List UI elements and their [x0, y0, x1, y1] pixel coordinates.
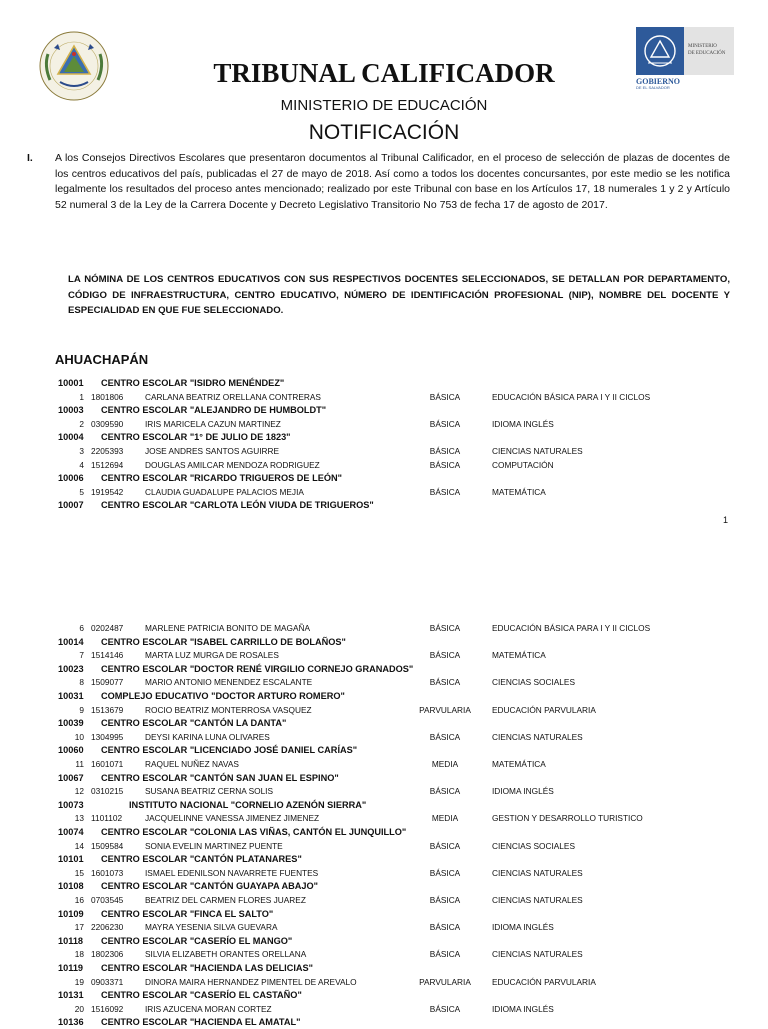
school-row — [0, 499, 768, 512]
teacher-name: IRIS MARICELA CAZUN MARTINEZ — [145, 418, 281, 429]
school-code: 10101 — [58, 854, 84, 865]
teacher-row — [0, 867, 768, 880]
teacher-level: PARVULARIA — [419, 704, 471, 715]
teacher-row — [0, 812, 768, 825]
teacher-level: BÁSICA — [429, 949, 461, 960]
school-row — [0, 431, 768, 444]
school-code: 10031 — [58, 691, 84, 701]
row-number: 3 — [79, 446, 84, 456]
teacher-level: BÁSICA — [429, 418, 461, 429]
teacher-nip: 0202487 — [91, 623, 124, 633]
school-row — [0, 853, 768, 866]
row-number: 2 — [79, 418, 84, 429]
school-name: CENTRO ESCOLAR "CASERÍO EL CASTAÑO" — [101, 990, 302, 1001]
school-name: CENTRO ESCOLAR "LICENCIADO JOSÉ DANIEL CARÍAS" — [101, 745, 358, 756]
school-code: 10003 — [58, 405, 84, 416]
teacher-row — [0, 704, 768, 717]
school-row — [0, 799, 768, 812]
teacher-name: BEATRIZ DEL CARMEN FLORES JUAREZ — [145, 895, 306, 905]
school-name: CENTRO ESCOLAR "CARLOTA LEÓN VIUDA DE TRIGUEROS" — [101, 500, 374, 511]
row-number: 6 — [79, 623, 84, 633]
teacher-specialty: MATEMÁTICA — [492, 759, 546, 769]
teacher-name: CARLANA BEATRIZ ORELLANA CONTRERAS — [145, 391, 321, 402]
teacher-specialty: MATEMÁTICA — [492, 650, 546, 661]
teacher-row — [0, 1003, 768, 1016]
school-code: 10039 — [58, 718, 84, 729]
teacher-level: BÁSICA — [429, 486, 461, 497]
teacher-specialty: CIENCIAS NATURALES — [492, 446, 583, 456]
teacher-row — [0, 758, 768, 771]
row-number: 9 — [79, 704, 84, 715]
department-heading: AHUACHAPÁN — [55, 352, 149, 367]
teacher-level: BÁSICA — [429, 922, 461, 933]
teacher-name: MAYRA YESENIA SILVA GUEVARA — [145, 922, 278, 933]
teacher-row — [0, 785, 768, 798]
teacher-row — [0, 459, 768, 472]
teacher-row — [0, 976, 768, 989]
teacher-nip: 1509584 — [91, 840, 124, 851]
school-row — [0, 690, 768, 703]
teacher-name: DOUGLAS AMILCAR MENDOZA RODRIGUEZ — [145, 459, 320, 470]
school-code: 10119 — [58, 963, 84, 973]
row-number: 11 — [75, 759, 84, 769]
school-row — [0, 472, 768, 485]
row-number: 8 — [79, 677, 84, 688]
teacher-nip: 0903371 — [91, 976, 124, 987]
teacher-level: BÁSICA — [429, 391, 461, 402]
teacher-level: BÁSICA — [429, 840, 461, 851]
row-number: 17 — [74, 922, 84, 933]
row-number: 12 — [74, 786, 84, 797]
school-name: CENTRO ESCOLAR "CANTÓN GUAYAPA ABAJO" — [101, 881, 318, 892]
school-code: 10004 — [58, 432, 84, 443]
school-row — [0, 636, 768, 649]
teacher-level: MEDIA — [431, 759, 459, 769]
teacher-name: DEYSI KARINA LUNA OLIVARES — [145, 731, 270, 742]
school-name: CENTRO ESCOLAR "FINCA EL SALTO" — [101, 908, 274, 919]
school-code: 10074 — [58, 827, 84, 837]
teacher-nip: 1516092 — [91, 1003, 124, 1014]
school-name: CENTRO ESCOLAR "CANTÓN PLATANARES" — [101, 854, 302, 865]
row-number: 19 — [74, 976, 84, 987]
school-row — [0, 717, 768, 730]
teacher-nip: 0309590 — [91, 418, 124, 429]
school-name: CENTRO ESCOLAR "COLONIA LAS VIÑAS, CANTÓN EL JUNQUILLO" — [101, 827, 407, 837]
school-name: CENTRO ESCOLAR "ALEJANDRO DE HUMBOLDT" — [101, 405, 327, 416]
school-code: 10001 — [58, 378, 84, 388]
teacher-specialty: CIENCIAS NATURALES — [492, 949, 583, 960]
teacher-name: JOSE ANDRES SANTOS AGUIRRE — [145, 446, 280, 456]
school-name: CENTRO ESCOLAR "ISIDRO MENÉNDEZ" — [101, 378, 285, 388]
teacher-nip: 2206230 — [91, 922, 124, 933]
teacher-row — [0, 418, 768, 431]
teacher-name: RAQUEL NUÑEZ NAVAS — [145, 759, 239, 769]
school-code: 10131 — [58, 990, 84, 1001]
school-code: 10136 — [58, 1017, 84, 1028]
teacher-row — [0, 445, 768, 458]
school-code: 10007 — [58, 500, 84, 511]
school-row — [0, 663, 768, 676]
teacher-nip: 1514146 — [91, 650, 124, 661]
school-name: CENTRO ESCOLAR "DOCTOR RENÉ VIRGILIO CORNEJO GRANADOS" — [101, 663, 414, 674]
logo-sub: DE EL SALVADOR — [636, 85, 670, 90]
teacher-level: MEDIA — [431, 813, 459, 824]
school-row — [0, 744, 768, 757]
teacher-level: BÁSICA — [429, 895, 461, 905]
school-code: 10118 — [58, 935, 84, 946]
teacher-specialty: CIENCIAS NATURALES — [492, 895, 583, 905]
school-row — [0, 935, 768, 948]
teacher-level: BÁSICA — [429, 459, 461, 470]
school-code: 10073 — [58, 799, 84, 810]
page-number: 1 — [722, 515, 728, 525]
school-code: 10067 — [58, 772, 84, 783]
teacher-row — [0, 649, 768, 662]
teacher-row — [0, 486, 768, 499]
row-number: 10 — [74, 731, 84, 742]
teacher-level: BÁSICA — [429, 677, 461, 688]
teacher-row — [0, 391, 768, 404]
teacher-specialty: EDUCACIÓN PARVULARIA — [492, 976, 596, 987]
teacher-level: BÁSICA — [429, 650, 461, 661]
teacher-nip: 0310215 — [91, 786, 124, 797]
teacher-specialty: IDIOMA INGLÉS — [492, 786, 554, 797]
teacher-name: JACQUELINNE VANESSA JIMENEZ JIMENEZ — [145, 813, 320, 824]
teacher-level: BÁSICA — [429, 731, 461, 742]
school-name: CENTRO ESCOLAR "CANTÓN SAN JUAN EL ESPINO" — [101, 772, 339, 783]
document-heading: NOTIFICACIÓN — [308, 121, 460, 144]
school-code: 10014 — [58, 636, 84, 647]
teacher-name: ISMAEL EDENILSON NAVARRETE FUENTES — [145, 867, 319, 878]
row-number: 18 — [74, 949, 84, 960]
row-number: 7 — [79, 650, 84, 661]
teacher-name: ROCIO BEATRIZ MONTERROSA VASQUEZ — [145, 704, 312, 715]
row-number: 16 — [74, 895, 84, 905]
teacher-nip: 1601071 — [91, 759, 124, 769]
school-row — [0, 772, 768, 785]
teacher-nip: 1601073 — [91, 867, 124, 878]
teacher-name: SILVIA ELIZABETH ORANTES ORELLANA — [145, 949, 307, 960]
teacher-name: MARLENE PATRICIA BONITO DE MAGAÑA — [145, 623, 311, 633]
teacher-name: IRIS AZUCENA MORAN CORTEZ — [145, 1003, 272, 1014]
row-number: 14 — [74, 840, 84, 851]
school-name: INSTITUTO NACIONAL "CORNELIO AZENÓN SIERRA" — [129, 799, 367, 810]
school-name: CENTRO ESCOLAR "ISABEL CARRILLO DE BOLAÑOS" — [101, 636, 346, 647]
teacher-specialty: CIENCIAS SOCIALES — [492, 677, 575, 688]
teacher-nip: 1509077 — [91, 677, 124, 688]
teacher-nip: 1513679 — [91, 704, 124, 715]
school-row — [0, 880, 768, 893]
teacher-row — [0, 921, 768, 934]
school-code: 10006 — [58, 473, 84, 484]
logo-side-line2: DE EDUCACIÓN — [688, 51, 726, 56]
school-name: CENTRO ESCOLAR "HACIENDA EL AMATAL" — [101, 1017, 301, 1028]
teacher-row — [0, 894, 768, 907]
school-row — [0, 989, 768, 1002]
school-name: CENTRO ESCOLAR "CANTÓN LA DANTA" — [101, 718, 287, 729]
school-row — [0, 962, 768, 975]
teacher-row — [0, 731, 768, 744]
teacher-level: BÁSICA — [429, 623, 461, 633]
school-name: CENTRO ESCOLAR "HACIENDA LAS DELICIAS" — [101, 963, 314, 973]
school-name: CENTRO ESCOLAR "CASERÍO EL MANGO" — [101, 935, 293, 946]
row-number: 5 — [79, 486, 84, 497]
row-number: 20 — [74, 1003, 84, 1014]
intro-paragraph: A los Consejos Directivos Escolares que presentaron documentos al Tribunal Calificador, en el proceso de selección de plazas de docentes de los centros educativos del país, publicadas el 27 de mayo de 2018. Así como a todos los docentes concursantes, por este medio se les notifica legalmente los resultados del proceso antes mencionado; realizado por este Tribunal con base en los Artículos 17, 18 numerales 1 y 2 y Artículo 52 numeral 3 de la Ley de la Carrera Docente y Decreto Legislativo Transitorio No 753 de fecha 17 de agosto de 2017. — [55, 152, 730, 211]
row-number: 1 — [79, 391, 84, 402]
teacher-specialty: EDUCACIÓN PARVULARIA — [492, 704, 596, 715]
logo-name: GOBIERNO — [636, 77, 681, 86]
teacher-specialty: CIENCIAS NATURALES — [492, 867, 583, 878]
teacher-name: SONIA EVELIN MARTINEZ PUENTE — [145, 840, 283, 851]
teacher-level: BÁSICA — [429, 446, 461, 456]
teacher-level: BÁSICA — [429, 1003, 461, 1014]
teacher-nip: 1101102 — [91, 813, 123, 824]
school-code: 10109 — [58, 908, 84, 919]
row-number: 13 — [74, 813, 84, 824]
school-name: COMPLEJO EDUCATIVO "DOCTOR ARTURO ROMERO" — [101, 691, 345, 701]
teacher-row — [0, 622, 768, 635]
teacher-name: CLAUDIA GUADALUPE PALACIOS MEJIA — [145, 486, 304, 497]
teacher-level: BÁSICA — [429, 867, 461, 878]
teacher-nip: 0703545 — [91, 895, 124, 905]
teacher-level: BÁSICA — [429, 786, 461, 797]
school-row — [0, 1016, 768, 1029]
teacher-specialty: MATEMÁTICA — [492, 486, 546, 497]
row-number: 15 — [74, 867, 84, 878]
teacher-nip: 1801806 — [91, 391, 124, 402]
section-number: I. — [27, 152, 33, 164]
teacher-level: PARVULARIA — [419, 976, 471, 987]
teacher-specialty: EDUCACIÓN BÁSICA PARA I Y II CICLOS — [492, 623, 651, 633]
nomina-paragraph: LA NÓMINA DE LOS CENTROS EDUCATIVOS CON SUS RESPECTIVOS DOCENTES SELECCIONADOS, SE DETALLAN POR DEPARTAMENTO, CÓDIGO DE INFRAESTRUCTURA, CENTRO EDUCATIVO, NÚMERO DE IDENTIFICACIÓN PROFESIONAL (NIP), NOMBRE DEL DOCENTE Y ESPECIALIDAD EN QUE FUE SELECCIONADO. — [68, 274, 730, 316]
teacher-specialty: IDIOMA INGLÉS — [492, 922, 554, 933]
teacher-row — [0, 948, 768, 961]
teacher-specialty: CIENCIAS NATURALES — [492, 731, 583, 742]
teacher-nip: 1802306 — [91, 949, 124, 960]
document-title: TRIBUNAL CALIFICADOR — [213, 58, 555, 88]
teacher-nip: 1304995 — [91, 731, 124, 742]
document-subtitle: MINISTERIO DE EDUCACIÓN — [280, 97, 488, 114]
school-code: 10108 — [58, 881, 84, 892]
logo-side-line1: MINISTERIO — [688, 44, 717, 49]
school-name: CENTRO ESCOLAR "1° DE JULIO DE 1823" — [101, 432, 291, 443]
teacher-specialty: COMPUTACIÓN — [492, 459, 554, 470]
teacher-name: SUSANA BEATRIZ CERNA SOLIS — [145, 786, 274, 797]
teacher-specialty: EDUCACIÓN BÁSICA PARA I Y II CICLOS — [492, 391, 651, 402]
school-row — [0, 404, 768, 417]
teacher-name: DINORA MAIRA HERNANDEZ PIMENTEL DE AREVALO — [145, 976, 357, 987]
teacher-specialty: GESTION Y DESARROLLO TURISTICO — [492, 813, 643, 824]
teacher-row — [0, 840, 768, 853]
teacher-specialty: IDIOMA INGLÉS — [492, 418, 554, 429]
teacher-nip: 1512694 — [91, 459, 124, 470]
teacher-nip: 1919542 — [91, 486, 124, 497]
school-name: CENTRO ESCOLAR "RICARDO TRIGUEROS DE LEÓN" — [101, 473, 342, 484]
teacher-specialty: CIENCIAS SOCIALES — [492, 840, 575, 851]
teacher-specialty: IDIOMA INGLÉS — [492, 1003, 554, 1014]
school-row — [0, 908, 768, 921]
school-row — [0, 826, 768, 839]
school-row — [0, 377, 768, 390]
teacher-name: MARTA LUZ MURGA DE ROSALES — [145, 650, 279, 661]
teacher-name: MARIO ANTONIO MENENDEZ ESCALANTE — [145, 677, 313, 688]
teacher-nip: 2205393 — [91, 446, 124, 456]
teacher-row — [0, 676, 768, 689]
school-code: 10023 — [58, 663, 84, 674]
school-code: 10060 — [58, 745, 84, 756]
row-number: 4 — [79, 459, 84, 470]
